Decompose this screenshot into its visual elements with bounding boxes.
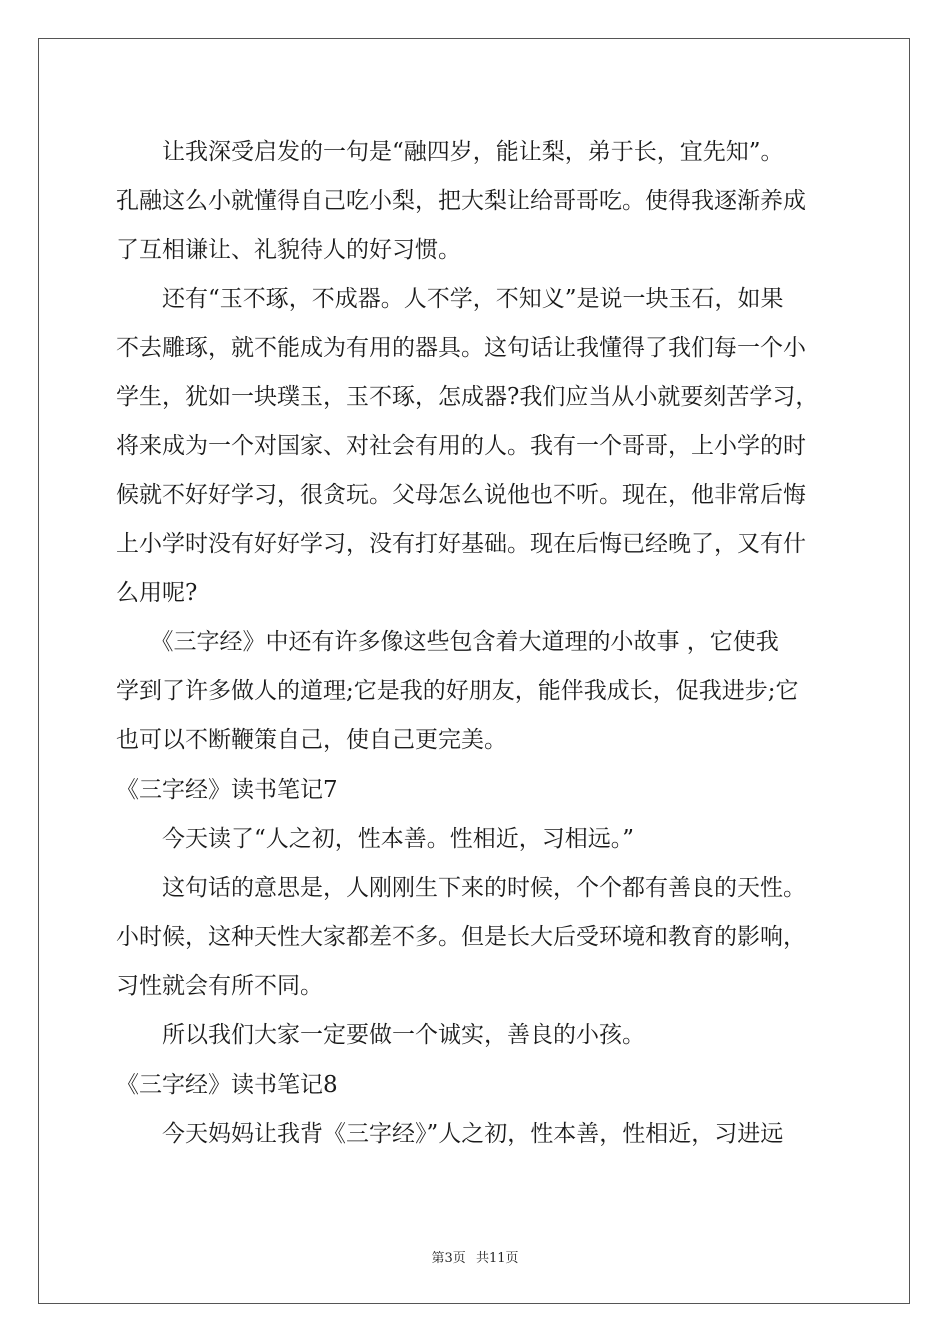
section-heading: 《三字经》读书笔记8 [116, 1072, 338, 1098]
text-line: 还有“玉不琢，不成器。人不学，不知义”是说一块玉石，如果 [116, 286, 784, 312]
text-line: 今天妈妈让我背《三字经》”人之初，性本善，性相近，习进远 [116, 1121, 784, 1147]
text-line: 学生，犹如一块璞玉，玉不琢，怎成器?我们应当从小就要刻苦学习， [116, 384, 819, 410]
text-line: 上小学时没有好好学习，没有打好基础。现在后悔已经晚了，又有什 [116, 531, 806, 557]
text-line: 《三字经》中还有许多像这些包含着大道理的小故事 ，它使我 [116, 629, 779, 655]
text-line: 今天读了“人之初，性本善。性相近，习相远。” [116, 826, 635, 852]
text-line: 么用呢? [116, 580, 198, 606]
document-body [116, 128, 836, 1159]
text-line: 学到了许多做人的道理;它是我的好朋友，能伴我成长，促我进步;它 [116, 678, 799, 704]
text-line: 孔融这么小就懂得自己吃小梨，把大梨让给哥哥吃。使得我逐渐养成 [116, 188, 806, 214]
page-footer [0, 1247, 950, 1266]
text-line: 将来成为一个对国家、对社会有用的人。我有一个哥哥，上小学的时 [116, 433, 806, 459]
text-line: 让我深受启发的一句是“融四岁，能让梨，弟于长，宜先知”。 [116, 139, 784, 165]
text-line: 了互相谦让、礼貌待人的好习惯。 [116, 237, 461, 263]
text-line: 候就不好好学习，很贪玩。父母怎么说他也不听。现在，他非常后悔 [116, 482, 806, 508]
page-total: 共11页 [475, 1251, 519, 1266]
text-line: 小时候，这种天性大家都差不多。但是长大后受环境和教育的影响， [116, 924, 806, 950]
page-number: 第3页 [431, 1251, 466, 1266]
text-line: 这句话的意思是，人刚刚生下来的时候，个个都有善良的天性。 [116, 875, 806, 901]
text-line: 所以我们大家一定要做一个诚实，善良的小孩。 [116, 1022, 645, 1048]
text-line: 不去雕琢，就不能成为有用的器具。这句话让我懂得了我们每一个小 [116, 335, 806, 361]
section-heading: 《三字经》读书笔记7 [116, 777, 338, 803]
text-line: 习性就会有所不同。 [116, 973, 323, 999]
text-line: 也可以不断鞭策自己，使自己更完美。 [116, 727, 507, 753]
